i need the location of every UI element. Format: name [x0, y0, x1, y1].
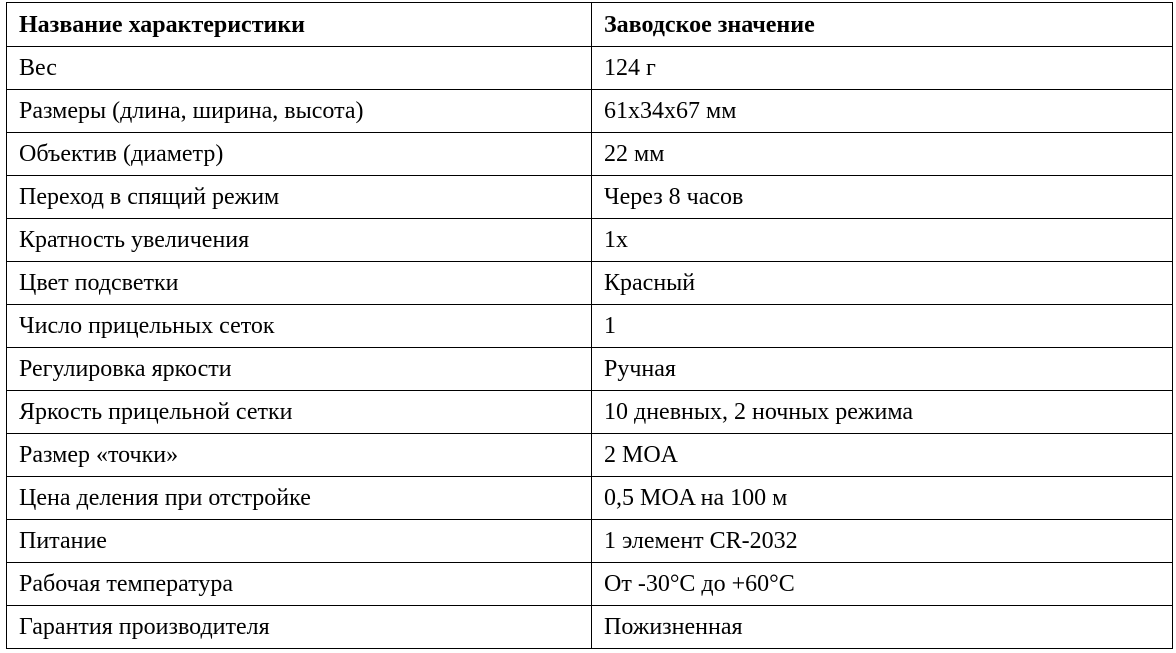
row-name: Питание: [7, 520, 592, 563]
row-name: Переход в спящий режим: [7, 176, 592, 219]
row-value: 10 дневных, 2 ночных режима: [592, 391, 1173, 434]
row-name: Размер «точки»: [7, 434, 592, 477]
row-value: От -30°С до +60°С: [592, 563, 1173, 606]
row-name: Гарантия производителя: [7, 606, 592, 649]
row-name: Цвет подсветки: [7, 262, 592, 305]
row-value: Пожизненная: [592, 606, 1173, 649]
row-value: 1 элемент CR-2032: [592, 520, 1173, 563]
row-name: Размеры (длина, ширина, высота): [7, 90, 592, 133]
row-name: Объектив (диаметр): [7, 133, 592, 176]
row-value: Ручная: [592, 348, 1173, 391]
table-row: [7, 563, 1173, 606]
row-name: Кратность увеличения: [7, 219, 592, 262]
specifications-table: [6, 2, 1173, 649]
row-value: 0,5 MOA на 100 м: [592, 477, 1173, 520]
row-value: 124 г: [592, 47, 1173, 90]
table-row: [7, 477, 1173, 520]
table-row: [7, 305, 1173, 348]
table-row: [7, 176, 1173, 219]
table-row: [7, 90, 1173, 133]
row-name: Рабочая температура: [7, 563, 592, 606]
row-value: 22 мм: [592, 133, 1173, 176]
row-value: 2 MOA: [592, 434, 1173, 477]
header-value: Заводское значение: [592, 3, 1173, 47]
row-name: Цена деления при отстройке: [7, 477, 592, 520]
row-value: Через 8 часов: [592, 176, 1173, 219]
table-row: [7, 434, 1173, 477]
table-row: [7, 133, 1173, 176]
row-value: Красный: [592, 262, 1173, 305]
table-row: [7, 391, 1173, 434]
row-value: 61x34x67 мм: [592, 90, 1173, 133]
row-name: Число прицельных сеток: [7, 305, 592, 348]
table-row: [7, 606, 1173, 649]
row-name: Регулировка яркости: [7, 348, 592, 391]
table-row: [7, 262, 1173, 305]
table-row: [7, 219, 1173, 262]
table-header-row: [7, 3, 1173, 47]
header-name: Название характеристики: [7, 3, 592, 47]
row-name: Яркость прицельной сетки: [7, 391, 592, 434]
row-name: Вес: [7, 47, 592, 90]
row-value: 1x: [592, 219, 1173, 262]
table-row: [7, 47, 1173, 90]
row-value: 1: [592, 305, 1173, 348]
table-row: [7, 520, 1173, 563]
table-row: [7, 348, 1173, 391]
